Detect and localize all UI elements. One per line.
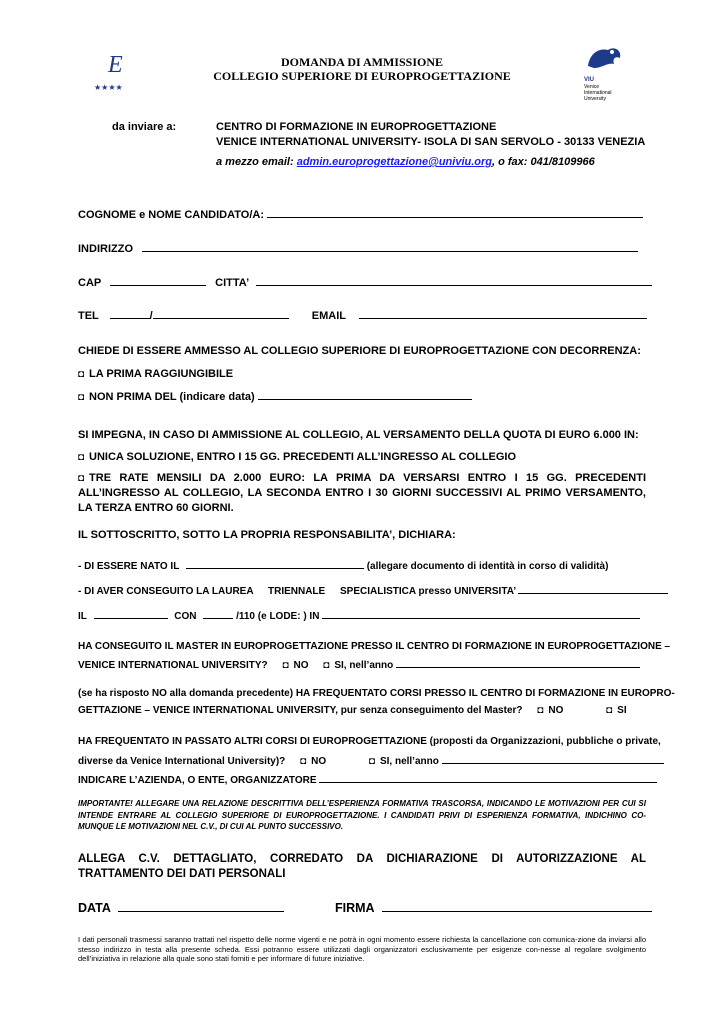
college-title: COLLEGIO SUPERIORE DI EUROPROGETTAZIONE: [213, 69, 511, 83]
degree-label: - DI AVER CONSEGUITO LA LAUREA: [78, 586, 254, 597]
checkbox-icon[interactable]: ◘: [282, 660, 289, 671]
tel-email-row: [78, 308, 647, 322]
date-row: [78, 901, 284, 915]
degree-date-label: IL: [78, 611, 87, 622]
address-label: INDIRIZZO: [78, 243, 133, 255]
city-label: CITTA’: [215, 277, 249, 289]
subject-field[interactable]: [322, 608, 640, 619]
cap-label: CAP: [78, 277, 102, 289]
organizer-row: [78, 772, 657, 786]
payment-option-2-label: TRE RATE MENSILI DA 2.000 EURO: LA PRIMA DA VERSARSI ENTRO I 15 GG. PRECEDENTI ALL’INGRESSO AL COLLEGIO, LA SECONDA ENTRO I 30 GIORNI SUCCESSIVI AL PRIMO VERSAMENTO, LA TERZA ENTRO 60 GIORNI.: [78, 472, 646, 514]
tel-number-field[interactable]: [153, 308, 289, 319]
payment-heading: SI IMPEGNA, IN CASO DI AMMISSIONE AL COLLEGIO, AL VERSAMENTO DELLA QUOTA DI EURO 6.000 IN:: [78, 429, 639, 441]
checkbox-icon[interactable]: ◘: [78, 392, 85, 403]
svg-text:★★★★: ★★★★: [94, 83, 123, 92]
other-courses-line1: HA FREQUENTATO IN PASSATO ALTRI CORSI DI EUROPROGETTAZIONE (proposti da Organizzazioni, pubbliche o private,: [78, 736, 661, 747]
checkbox-icon[interactable]: ◘: [323, 660, 330, 671]
birth-label: - DI ESSERE NATO IL: [78, 561, 180, 572]
center-address: VENICE INTERNATIONAL UNIVERSITY- ISOLA DI SAN SERVOLO - 30133 VENEZIA: [216, 136, 646, 148]
name-label: COGNOME e NOME CANDIDATO/A:: [78, 209, 264, 221]
organizer-label: INDICARE L’AZIENDA, O ENTE, ORGANIZZATORE: [78, 775, 317, 786]
logo-right: [584, 44, 644, 102]
address-row: [78, 241, 638, 255]
viu-name-line2: International: [584, 90, 612, 96]
contact-line: [216, 156, 595, 168]
checkbox-icon[interactable]: ◘: [606, 705, 613, 716]
birth-note: (allegare documento di identità in corso di validità): [366, 561, 609, 572]
master-si-label: SI, nell’anno: [334, 660, 394, 671]
privacy-notice: I dati personali trasmessi saranno trattati nel rispetto delle norme vigenti e ne potrà in ogni momento essere richiesta la cancellazione con comunica-zione da inviarsi allo stesso indirizzo in testa alla presente scheda. Essi potranno essere utilizzati dagli organizzatori esclusivamente per esigenze con-nesse al regolare svolgimento dell’iniziativa in relazione alla quale sono stati forniti e per informare di future iniziative.: [78, 935, 646, 963]
request-option-2[interactable]: [78, 389, 472, 403]
city-field[interactable]: [256, 275, 652, 286]
master-question-line2: [78, 657, 640, 671]
request-option-1-label: LA PRIMA RAGGIUNGIBILE: [89, 368, 234, 380]
courses-question-line2: [78, 705, 627, 716]
send-to-label: da inviare a:: [112, 121, 177, 133]
request-heading: CHIEDE DI ESSERE AMMESSO AL COLLEGIO SUPERIORE DI EUROPROGETTAZIONE CON DECORRENZA:: [78, 345, 641, 357]
tel-label: TEL: [78, 310, 99, 322]
viu-name-line1: Venice: [584, 84, 600, 90]
grade-suffix: /110 (e LODE: ) IN: [236, 611, 320, 622]
checkbox-icon[interactable]: ◘: [537, 705, 544, 716]
organizer-field[interactable]: [319, 772, 657, 783]
request-option-1[interactable]: [78, 368, 233, 380]
date-field[interactable]: [118, 901, 284, 912]
degree-row: [78, 583, 668, 597]
other-courses-line2: [78, 753, 664, 767]
viu-label: VIU: [584, 77, 595, 83]
signature-label: FIRMA: [335, 901, 375, 915]
grade-label: CON: [174, 611, 197, 622]
signature-row: [335, 901, 652, 915]
payment-option-2[interactable]: [78, 471, 646, 516]
checkbox-icon[interactable]: ◘: [368, 756, 375, 767]
date-label: DATA: [78, 901, 111, 915]
checkbox-icon[interactable]: ◘: [78, 369, 85, 380]
signature-field[interactable]: [382, 901, 652, 912]
birth-row: [78, 558, 608, 572]
master-question-line1: HA CONSEGUITO IL MASTER IN EUROPROGETTAZIONE PRESSO IL CENTRO DI FORMAZIONE IN EUROPROGETTAZIONE –: [78, 641, 671, 652]
degree-triennale[interactable]: TRIENNALE: [267, 586, 326, 597]
attach-cv-note: ALLEGA C.V. DETTAGLIATO, CORREDATO DA DICHIARAZIONE DI AUTORIZZAZIONE AL TRATTAMENTO DEI DATI PERSONALI: [78, 853, 646, 880]
svg-text:E: E: [108, 52, 123, 78]
name-field[interactable]: [267, 207, 643, 218]
tel-separator: /: [149, 310, 153, 322]
courses-question-text: GETTAZIONE – VENICE INTERNATIONAL UNIVERSITY, pur senza conseguimento del Master?: [78, 705, 523, 716]
contact-prefix: a mezzo email:: [216, 156, 297, 168]
cap-field[interactable]: [110, 275, 206, 286]
lion-logo-icon: [584, 44, 626, 72]
email-field[interactable]: [359, 308, 647, 319]
payment-option-1-label: UNICA SOLUZIONE, ENTRO I 15 GG. PRECEDENTI ALL’INGRESSO AL COLLEGIO: [89, 451, 517, 463]
other-no-label: NO: [311, 756, 327, 767]
other-year-field[interactable]: [442, 753, 664, 764]
master-question-text: VENICE INTERNATIONAL UNIVERSITY?: [78, 660, 268, 671]
declaration-heading: IL SOTTOSCRITTO, SOTTO LA PROPRIA RESPONSABILITA’, DICHIARA:: [78, 529, 456, 541]
name-row: [78, 207, 643, 221]
address-field[interactable]: [142, 241, 638, 252]
degree-specialistica[interactable]: SPECIALISTICA presso UNIVERSITA’: [340, 586, 516, 597]
master-year-field[interactable]: [396, 657, 640, 668]
start-date-field[interactable]: [258, 389, 472, 400]
email-label: EMAIL: [311, 310, 346, 322]
form-title: DOMANDA DI AMMISSIONE: [280, 55, 443, 69]
birth-field[interactable]: [186, 558, 364, 569]
courses-si-label: SI: [617, 705, 627, 716]
grade-field[interactable]: [203, 608, 233, 619]
important-note: IMPORTANTE! ALLEGARE UNA RELAZIONE DESCRITTIVA DELL’ESPERIENZA FORMATIVA TRASCORSA, INDICANDO LE MOTIVAZIONI PER CUI SI INTENDE ENTRARE AL COLLEGIO SUPERIORE DI EUROPROGETTAZIONE. I CANDIDATI PRIVI DI ESPERIENZA FORMATIVA, INDICHINO CO-MUNQUE LE MOTIVAZIONI NEL C.V., DI CUI AL PUNTO SUCCESSIVO.: [78, 799, 646, 831]
request-option-2-label: NON PRIMA DEL (indicare data): [89, 391, 255, 403]
viu-name-line3: University: [584, 96, 606, 102]
courses-no-label: NO: [548, 705, 564, 716]
tel-prefix-field[interactable]: [110, 308, 150, 319]
degree-date-field[interactable]: [94, 608, 168, 619]
master-no-label: NO: [293, 660, 309, 671]
university-field[interactable]: [518, 583, 668, 594]
payment-option-1[interactable]: [78, 451, 516, 463]
other-si-label: SI, nell’anno: [379, 756, 439, 767]
other-courses-text: diverse da Venice International University)?: [78, 756, 286, 767]
courses-question-line1: (se ha risposto NO alla domanda precedente) HA FREQUENTATO CORSI PRESSO IL CENTRO DI FORMAZIONE IN EUROPRO-: [78, 688, 675, 699]
center-name: CENTRO DI FORMAZIONE IN EUROPROGETTAZIONE: [216, 121, 497, 133]
checkbox-icon[interactable]: ◘: [78, 452, 85, 463]
fax-text: , o fax: 041/8109966: [492, 156, 595, 168]
degree-details-row: [78, 608, 640, 622]
checkbox-icon[interactable]: ◘: [300, 756, 307, 767]
cap-city-row: [78, 275, 652, 289]
email-link[interactable]: admin.europrogettazione@univiu.org: [296, 156, 492, 168]
checkbox-icon[interactable]: ◘: [78, 473, 85, 484]
